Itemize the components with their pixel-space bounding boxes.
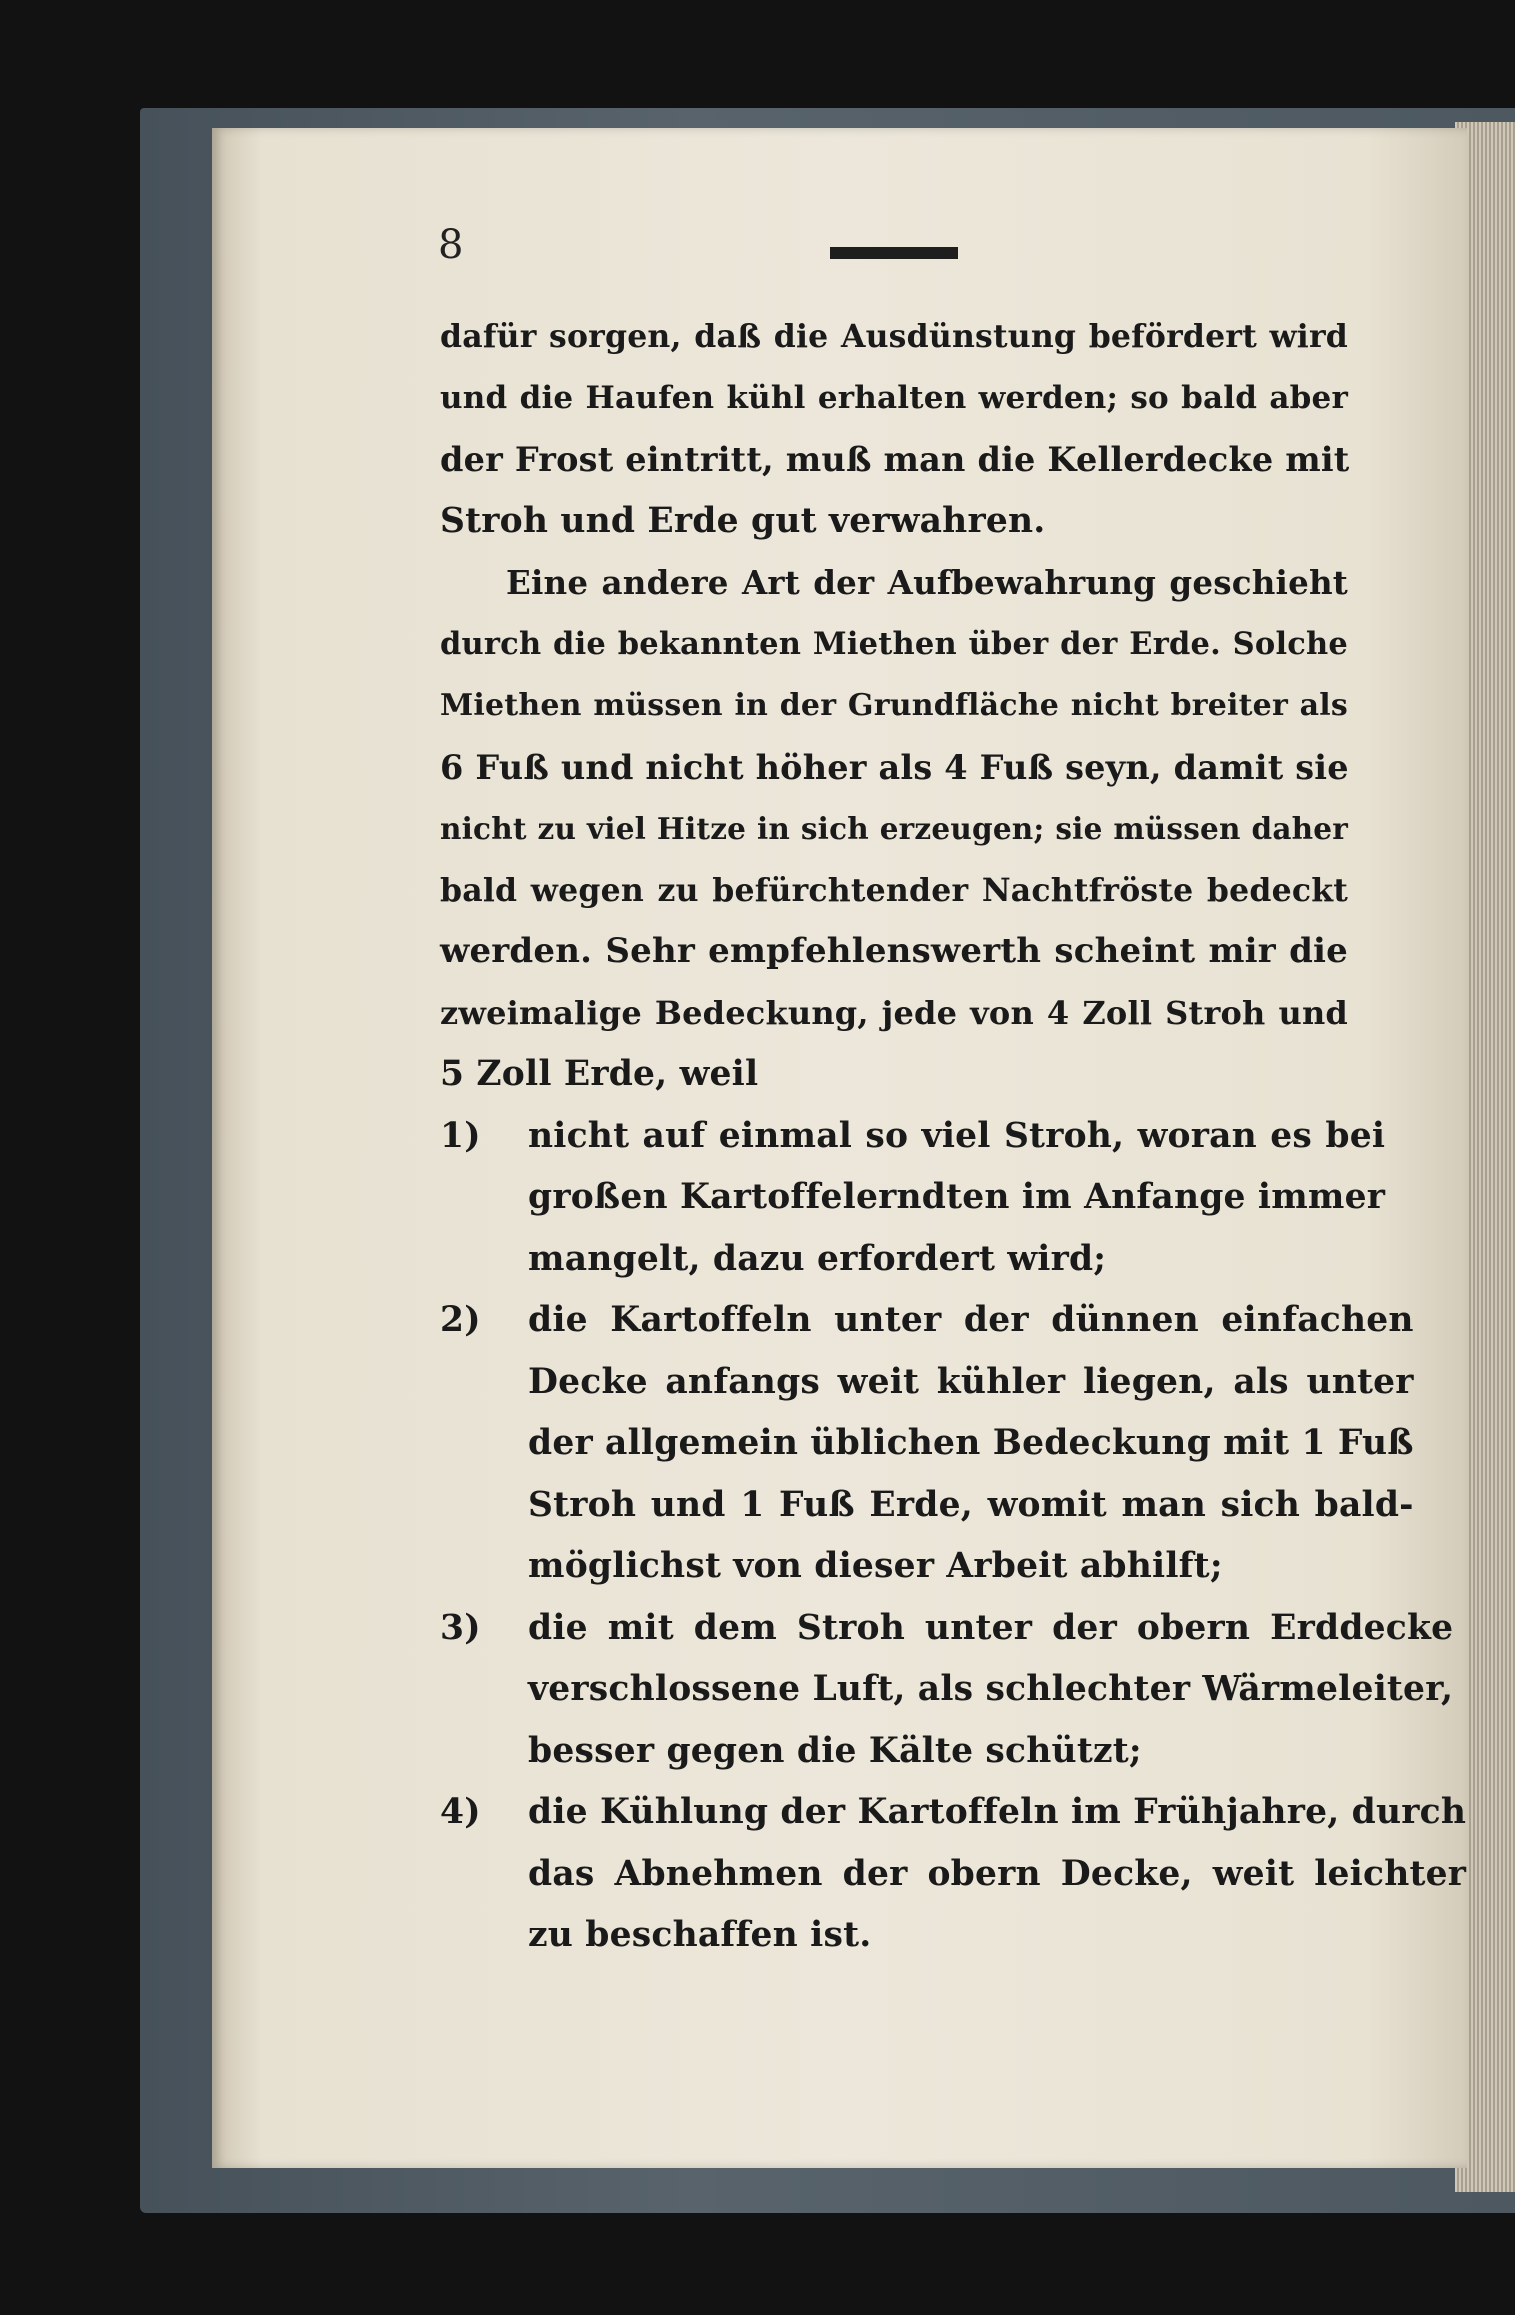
text-line: besser gegen die Kälte schützt; (528, 1730, 1142, 1771)
text-line: Decke anfangs weit kühler liegen, als unter (528, 1361, 1414, 1402)
text-line: Stroh und Erde gut verwahren. (440, 500, 1046, 541)
list-item (440, 1598, 1454, 1783)
text-line: nicht auf einmal so viel Stroh, woran es bei (528, 1115, 1386, 1156)
text-line: verschlossene Luft, als schlechter Wärmeleiter, (528, 1669, 1454, 1709)
list-item-number: 4) (440, 1792, 481, 1832)
text-line: 5 Zoll Erde, weil (440, 1054, 759, 1094)
list-item (440, 1290, 1414, 1598)
text-line: das Abnehmen der obern Decke, weit leichter (528, 1853, 1467, 1894)
text-line: Stroh und 1 Fuß Erde, womit man sich bald- (528, 1484, 1414, 1525)
list-item (440, 1106, 1386, 1291)
list-item (440, 1782, 1467, 1967)
text-line: möglichst von dieser Arbeit abhilft; (528, 1546, 1223, 1586)
list-item-number: 3) (440, 1607, 481, 1648)
text-line: der Frost eintritt, muß man die Kellerdecke mit (440, 440, 1350, 479)
text-line: großen Kartoffelerndten im Anfange immer (528, 1177, 1386, 1217)
list-item-number: 2) (440, 1300, 481, 1340)
text-line: dafür sorgen, daß die Ausdünstung befördert wird (440, 318, 1348, 355)
text-line: der allgemein üblichen Bedeckung mit 1 Fuß (528, 1423, 1414, 1463)
list-item-number: 1) (440, 1115, 481, 1156)
text-line: Eine andere Art der Aufbewahrung geschieht (506, 563, 1348, 602)
text-line: Miethen müssen in der Grundfläche nicht breiter als (440, 688, 1348, 723)
text-line: bald wegen zu befürchtender Nachtfröste bedeckt (440, 871, 1348, 909)
text-line: zweimalige Bedeckung, jede von 4 Zoll Stroh und (440, 993, 1348, 1032)
header-ornament (830, 247, 958, 259)
text-line: die Kartoffeln unter der dünnen einfachen (528, 1300, 1414, 1340)
text-line: werden. Sehr empfehlenswerth scheint mir die (440, 931, 1348, 971)
text-line: und die Haufen kühl erhalten werden; so bald aber (440, 379, 1348, 416)
page-number: 8 (438, 222, 464, 268)
text-line: durch die bekannten Miethen über der Erde. Solche (440, 625, 1348, 662)
text-line: mangelt, dazu erfordert wird; (528, 1238, 1107, 1279)
text-line: nicht zu viel Hitze in sich erzeugen; sie müssen daher (440, 811, 1348, 846)
text-line: die mit dem Stroh unter der obern Erddecke (528, 1607, 1454, 1648)
text-line: 6 Fuß und nicht höher als 4 Fuß seyn, damit sie (440, 747, 1349, 787)
body-text (440, 306, 1467, 1967)
text-line: die Kühlung der Kartoffeln im Frühjahre, durch (528, 1792, 1467, 1832)
text-line: zu beschaffen ist. (528, 1915, 872, 1955)
